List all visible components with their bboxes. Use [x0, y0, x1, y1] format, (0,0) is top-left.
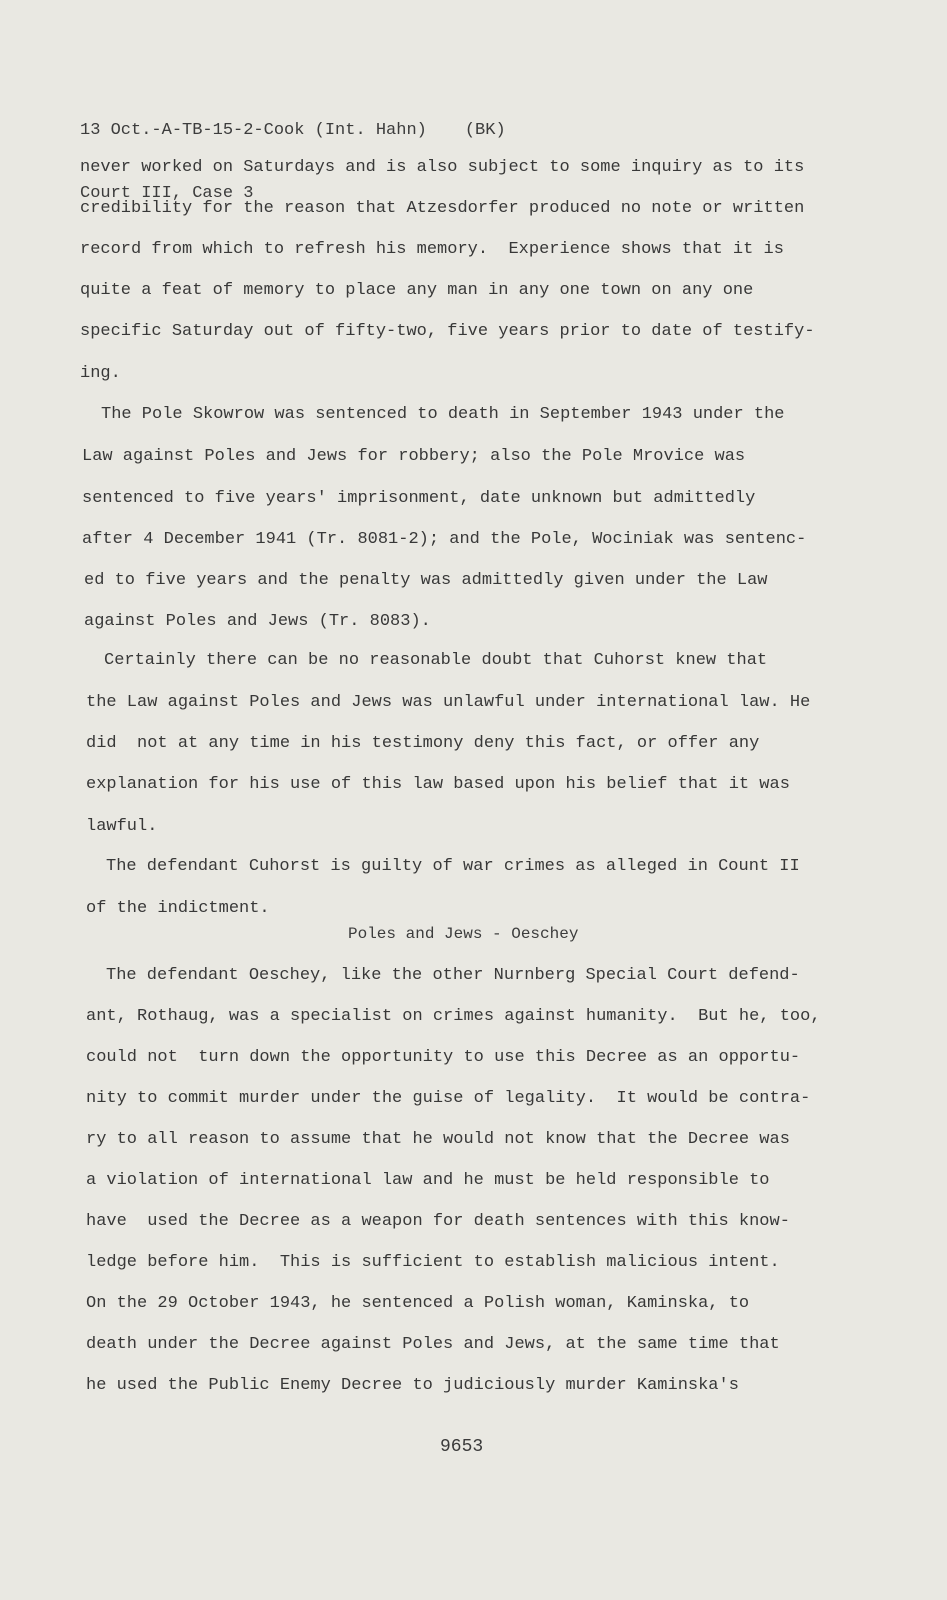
body-line: Certainly there can be no reasonable doubt that Cuhorst knew that: [104, 651, 768, 670]
page-number: 9653: [440, 1437, 484, 1457]
header-court-case: Court III, Case 3: [80, 184, 254, 203]
body-line: record from which to refresh his memory. Experience shows that it is: [80, 240, 784, 259]
body-line: could not turn down the opportunity to use this Decree as an opportu-: [86, 1048, 801, 1067]
header-reference: 13 Oct.-A-TB-15-2-Cook (Int. Hahn): [80, 121, 427, 140]
body-line: after 4 December 1941 (Tr. 8081-2); and the Pole, Wociniak was sentenc-: [82, 530, 807, 549]
body-line: ledge before him. This is sufficient to establish malicious intent.: [86, 1253, 780, 1272]
body-line: The defendant Oeschey, like the other Nurnberg Special Court defend-: [106, 966, 800, 985]
body-line: nity to commit murder under the guise of legality. It would be contra-: [86, 1089, 811, 1108]
body-line: The Pole Skowrow was sentenced to death in September 1943 under the: [101, 405, 785, 424]
body-line: credibility for the reason that Atzesdorfer produced no note or written: [80, 199, 805, 218]
body-line: never worked on Saturdays and is also subject to some inquiry as to its: [80, 158, 805, 177]
body-line: The defendant Cuhorst is guilty of war crimes as alleged in Count II: [106, 857, 800, 876]
body-line: against Poles and Jews (Tr. 8083).: [84, 612, 431, 631]
body-line: On the 29 October 1943, he sentenced a Polish woman, Kaminska, to: [86, 1294, 750, 1313]
body-line: ing.: [80, 364, 121, 383]
body-line: of the indictment.: [86, 899, 270, 918]
body-line: specific Saturday out of fifty-two, five years prior to date of testify-: [80, 322, 815, 341]
body-line: the Law against Poles and Jews was unlawful under international law. He: [86, 693, 811, 712]
body-line: explanation for his use of this law based upon his belief that it was: [86, 775, 790, 794]
body-line: ry to all reason to assume that he would not know that the Decree was: [86, 1130, 790, 1149]
body-line: ed to five years and the penalty was admittedly given under the Law: [84, 571, 768, 590]
body-line: a violation of international law and he must be held responsible to: [86, 1171, 770, 1190]
header-initials: (BK): [464, 121, 506, 140]
body-line: sentenced to five years' imprisonment, date unknown but admittedly: [82, 489, 756, 508]
section-heading: Poles and Jews - Oeschey: [348, 925, 579, 943]
body-line: quite a feat of memory to place any man in any one town on any one: [80, 281, 754, 300]
body-line: ant, Rothaug, was a specialist on crimes against humanity. But he, too,: [86, 1007, 821, 1026]
body-line: have used the Decree as a weapon for death sentences with this know-: [86, 1212, 790, 1231]
body-line: Law against Poles and Jews for robbery; also the Pole Mrovice was: [82, 447, 746, 466]
body-line: he used the Public Enemy Decree to judiciously murder Kaminska's: [86, 1376, 739, 1395]
body-line: death under the Decree against Poles and Jews, at the same time that: [86, 1335, 780, 1354]
body-line: did not at any time in his testimony deny this fact, or offer any: [86, 734, 760, 753]
body-line: lawful.: [86, 817, 158, 836]
